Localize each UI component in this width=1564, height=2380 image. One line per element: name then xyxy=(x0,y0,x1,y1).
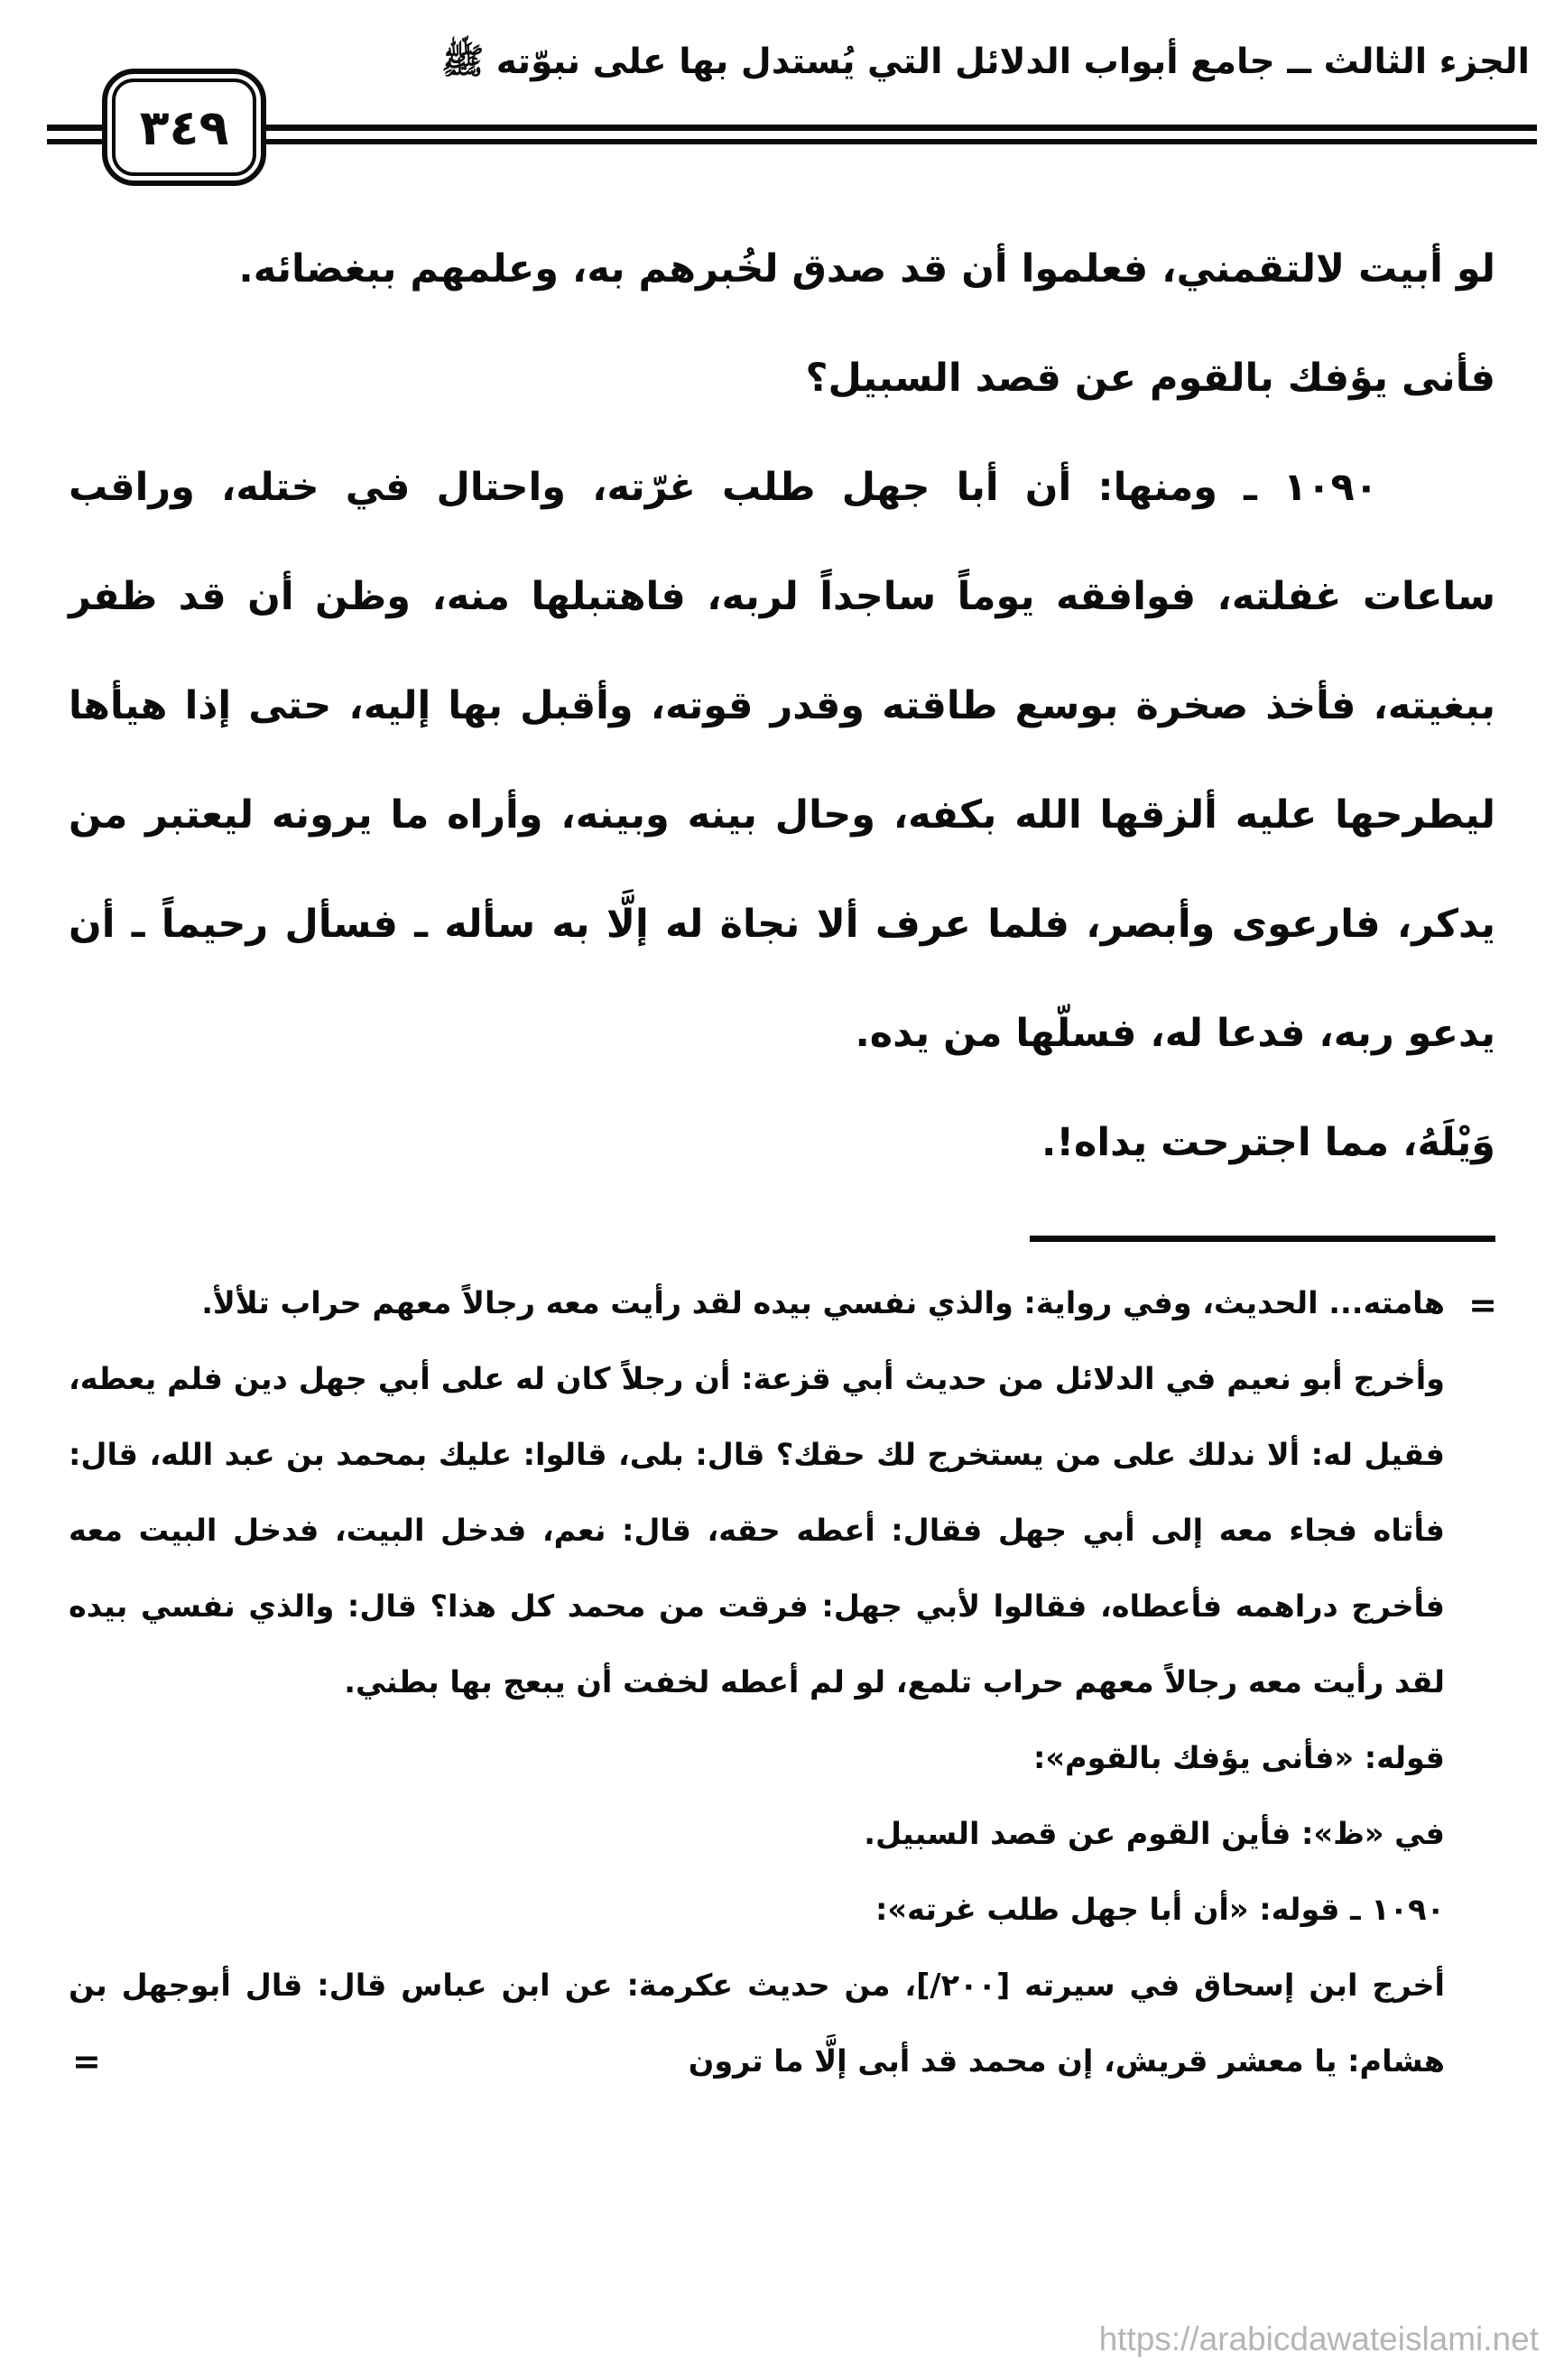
footnote-item: في «ظ»: فأين القوم عن قصد السبيل. xyxy=(864,1816,1445,1851)
footnotes-section xyxy=(69,1265,1495,2099)
paragraph-question: فأنى يؤفك بالقوم عن قصد السبيل؟ xyxy=(805,356,1495,401)
footnote-separator-rule xyxy=(1030,1236,1495,1242)
page-number: ٣٤٩ xyxy=(112,79,256,176)
footnote-item: أخرج ابن إسحاق في سيرته [٢٠٠/]، من حديث عكرمة: عن ابن عباس قال: قال أبوجهل بن هشام: يا معشر قريش، إن محمد قد أبى إلَّا ما ترون xyxy=(69,1968,1445,2079)
watermark-url: https://arabicdawateislami.net xyxy=(1098,2320,1539,2357)
page-header-title: الجزء الثالث ــ جامع أبواب الدلائل التي يُستدل بها على نبوّته ﷺ xyxy=(441,42,1530,82)
footnote-heading: قوله: «فأنى يؤفك بالقوم»: xyxy=(1033,1740,1445,1775)
footnote-heading: ١٠٩٠ ـ قوله: «أن أبا جهل طلب غرته»: xyxy=(875,1892,1445,1927)
footnote-continuation-marker-start: = xyxy=(1468,1285,1497,1325)
header-double-rule xyxy=(47,125,1537,144)
footnote-item: وأخرج أبو نعيم في الدلائل من حديث أبي قزعة: أن رجلاً كان له على أبي جهل دين فلم يعطه، فقيل له: ألا ندلك على من يستخرج لك حقك؟ قال: بلى، قالوا: عليك بمحمد بن عبد الله، قال: فأتاه فجاء معه إلى أبي جهل فقال: أعطه حقه، قال: نعم، فدخل البيت، فدخل البيت معه فأخرج دراهمه فأعطاه، فقالوا لأبي جهل: فرقت من محمد كل هذا؟ قال: والذي نفسي بيده لقد رأيت معه رجالاً معهم حراب تلمع، لو لم أعطه لخفت أن يبعج بها بطني. xyxy=(69,1361,1445,1699)
paragraph-continuation: لو أبيت لالتقمني، فعلموا أن قد صدق لخُبرهم به، وعلمهم ببغضائه. xyxy=(238,246,1495,292)
paragraph-exclamation: وَيْلَهُ، مما اجترحت يداه!. xyxy=(1041,1120,1495,1165)
footnote-continuation-marker-end: = xyxy=(72,2042,101,2081)
paragraph-1090: ١٠٩٠ ـ ومنها: أن أبا جهل طلب غرّته، واحتال في ختله، وراقب ساعات غفلته، فوافقه يوماً ساجداً لربه، فاهتبلها منه، وظن أن قد ظفر ببغيته، فأخذ صخرة بوسع طاقته وقدر قوته، وأقبل بها إليه، حتى إذا هيأها ليطرحها عليه ألزقها الله بكفه، وحال بينه وبينه، وأراه ما يرونه ليعتبر من يدكر، فارعوى وأبصر، فلما عرف ألا نجاة له إلَّا به سأله ـ فسأل رحيماً ـ أن يدعو ربه، فدعا له، فسلّها من يده. xyxy=(69,465,1495,1056)
footnote-item: هامته... الحديث، وفي رواية: والذي نفسي بيده لقد رأيت معه رجالاً معهم حراب تلألأ. xyxy=(201,1285,1445,1320)
page-number-badge xyxy=(102,69,266,186)
